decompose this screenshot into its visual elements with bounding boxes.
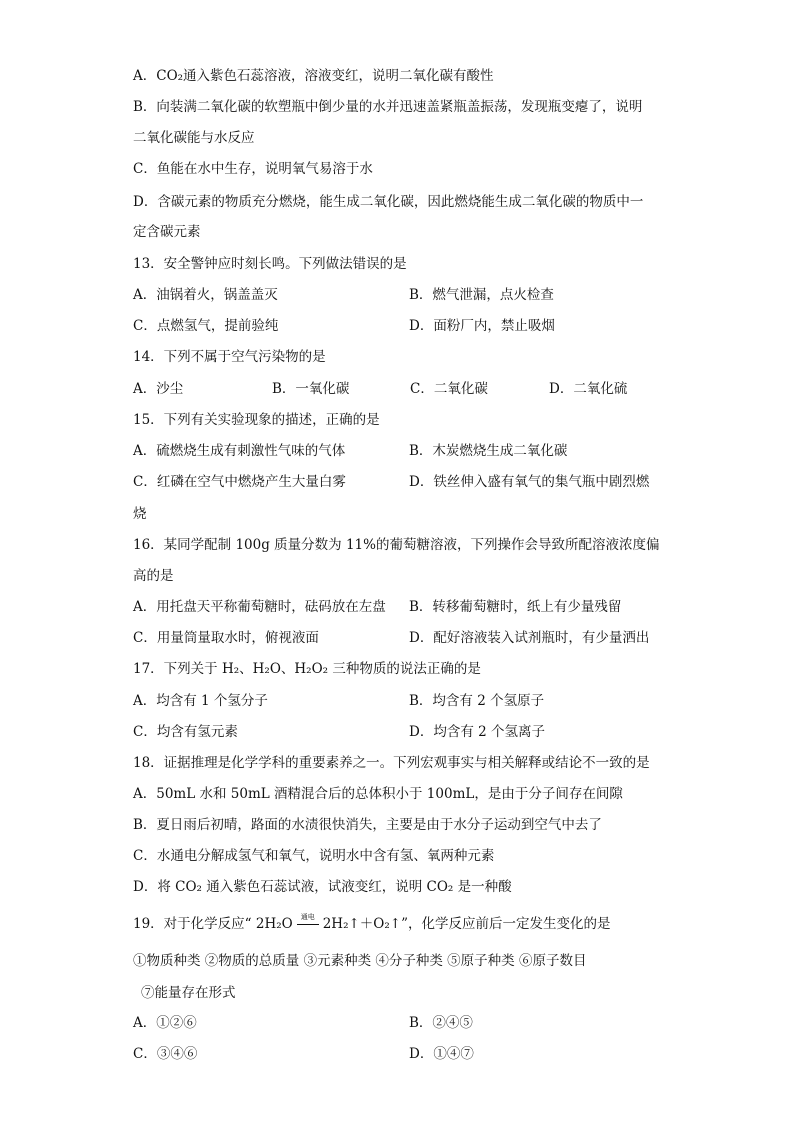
q17-option-b: B．均含有 2 个氢原子 bbox=[409, 693, 545, 709]
q13-option-c: C．点燃氢气，提前验纯 bbox=[133, 318, 279, 334]
q14-option-a: A．沙尘 bbox=[133, 381, 184, 397]
q13-option-d: D．面粉厂内，禁止吸烟 bbox=[409, 318, 555, 334]
q14-option-b: B．一氧化碳 bbox=[272, 381, 350, 397]
q18-option-c: C．水通电分解成氢气和氧气，说明水中含有氢、氧两种元素 bbox=[133, 848, 495, 864]
q12-option-a: A．CO₂通入紫色石蕊溶液，溶液变红，说明二氧化碳有酸性 bbox=[133, 68, 494, 84]
q16-stem-line2: 高的是 bbox=[133, 568, 174, 584]
q19-option-d: D．①④⑦ bbox=[409, 1046, 474, 1062]
q15-option-a: A．硫燃烧生成有刺激性气味的气体 bbox=[133, 443, 346, 459]
q18-option-b: B．夏日雨后初晴，路面的水渍很快消失，主要是由于水分子运动到空气中去了 bbox=[133, 817, 602, 833]
q16-option-a: A．用托盘天平称葡萄糖时，砝码放在左盘 bbox=[133, 599, 386, 615]
q13-stem: 13．安全警钟应时刻长鸣。下列做法错误的是 bbox=[133, 256, 407, 272]
q14-option-d: D．二氧化硫 bbox=[549, 381, 628, 397]
q17-stem: 17．下列关于 H₂、H₂O、H₂O₂ 三种物质的说法正确的是 bbox=[133, 661, 481, 677]
q12-option-d-line2: 定含碳元素 bbox=[133, 224, 201, 240]
q12-option-c: C．鱼能在水中生存，说明氧气易溶于水 bbox=[133, 161, 373, 177]
q13-option-a: A．油锅着火，锅盖盖灭 bbox=[133, 287, 278, 303]
q16-stem-line1: 16．某同学配制 100g 质量分数为 11%的葡萄糖溶液，下列操作会导致所配溶液浓度偏 bbox=[133, 537, 660, 553]
q16-option-c: C．用量筒量取水时，俯视液面 bbox=[133, 630, 319, 646]
q19-option-b: B．②④⑤ bbox=[409, 1015, 473, 1031]
q17-option-d: D．均含有 2 个氢离子 bbox=[409, 724, 545, 740]
q19-stem-post: 2H₂↑＋O₂↑”，化学反应前后一定发生变化的是 bbox=[322, 916, 611, 932]
q19-stem bbox=[133, 915, 611, 933]
q17-option-a: A．均含有 1 个氢分子 bbox=[133, 693, 268, 709]
q15-option-b: B．木炭燃烧生成二氧化碳 bbox=[409, 443, 568, 459]
q18-stem: 18．证据推理是化学学科的重要素养之一。下列宏观事实与相关解释或结论不一致的是 bbox=[133, 755, 650, 771]
q15-option-c: C．红磷在空气中燃烧产生大量白雾 bbox=[133, 474, 346, 490]
q12-option-b-line1: B．向装满二氧化碳的软塑瓶中倒少量的水并迅速盖紧瓶盖振荡，发现瓶变瘪了，说明 bbox=[133, 99, 643, 115]
reaction-arrow bbox=[297, 915, 319, 933]
q15-option-d-line1: D．铁丝伸入盛有氧气的集气瓶中剧烈燃 bbox=[409, 474, 650, 490]
q17-option-c: C．均含有氢元素 bbox=[133, 724, 238, 740]
q12-option-b-line2: 二氧化碳能与水反应 bbox=[133, 130, 255, 146]
q16-option-b: B．转移葡萄糖时，纸上有少量残留 bbox=[409, 599, 622, 615]
q19-items-line1: ①物质种类 ②物质的总质量 ③元素种类 ④分子种类 ⑤原子种类 ⑥原子数目 bbox=[133, 953, 587, 969]
q19-stem-pre: 19．对于化学反应“ 2H₂O bbox=[133, 916, 293, 932]
q13-option-b: B．燃气泄漏，点火检查 bbox=[409, 287, 554, 303]
q19-option-a: A．①②⑥ bbox=[133, 1015, 197, 1031]
q18-option-a: A．50mL 水和 50mL 酒精混合后的总体积小于 100mL，是由于分子间存在间隙 bbox=[133, 786, 623, 802]
q15-option-d-line2: 烧 bbox=[133, 506, 147, 522]
q12-option-d-line1: D．含碳元素的物质充分燃烧，能生成二氧化碳，因此燃烧能生成二氧化碳的物质中一 bbox=[133, 194, 644, 210]
q18-option-d: D．将 CO₂ 通入紫色石蕊试液，试液变红，说明 CO₂ 是一种酸 bbox=[133, 879, 512, 895]
q14-option-c: C．二氧化碳 bbox=[410, 381, 488, 397]
reaction-condition: 通电 bbox=[300, 913, 315, 921]
q14-stem: 14．下列不属于空气污染物的是 bbox=[133, 349, 326, 365]
q19-option-c: C．③④⑥ bbox=[133, 1046, 198, 1062]
q15-stem: 15．下列有关实验现象的描述，正确的是 bbox=[133, 412, 380, 428]
q19-items-line2: ⑦能量存在形式 bbox=[141, 985, 236, 1001]
q16-option-d: D．配好溶液装入试剂瓶时，有少量洒出 bbox=[409, 630, 650, 646]
